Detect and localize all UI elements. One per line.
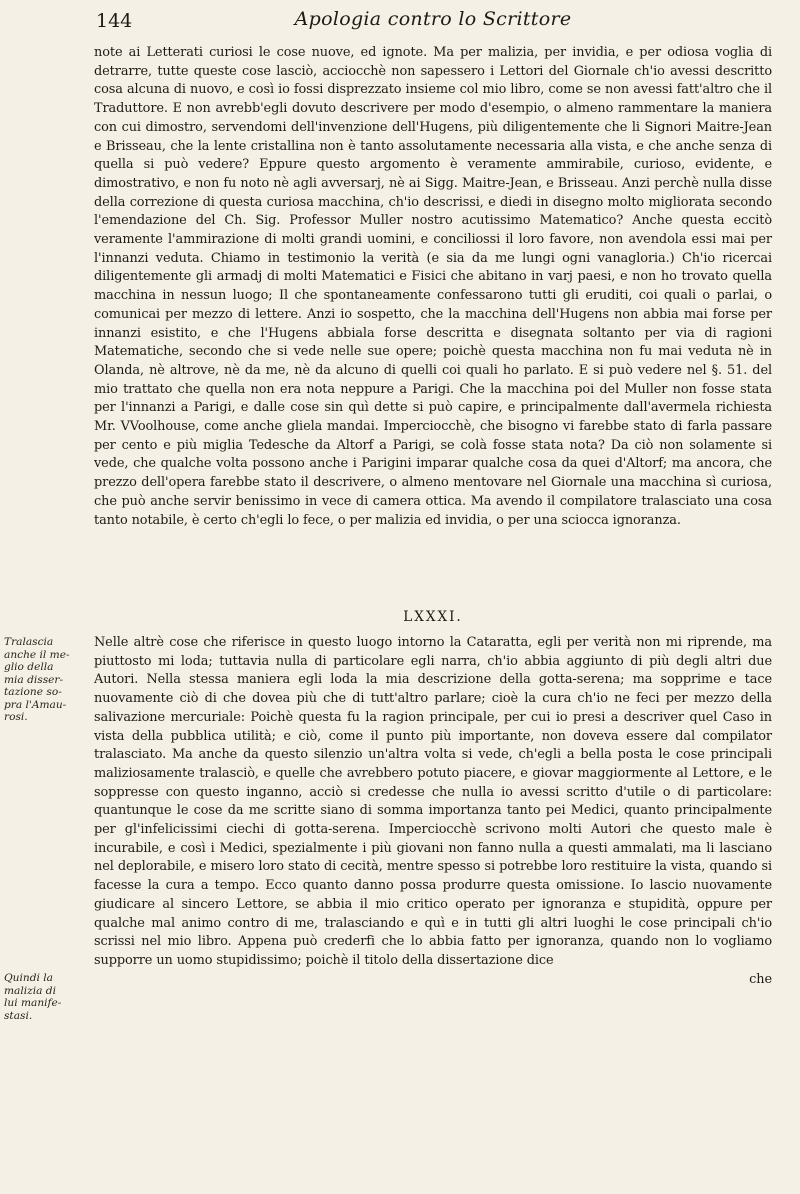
margin-note-2	[4, 972, 86, 1022]
margin-note-line: glio della	[4, 661, 54, 673]
margin-note-line: Quindi la	[4, 972, 53, 984]
margin-note-line: malizia di	[4, 984, 56, 997]
margin-note-line: anche il me-	[4, 648, 70, 661]
margin-note-line: stasi.	[4, 1009, 33, 1022]
margin-note-line: mia disser-	[4, 673, 64, 686]
paragraph-upper: note ai Letterati curiosi le cose nuove, ed ignote. Ma per malizia, per invidia, e per odiosa voglia di detrarre, tutte queste cose lasciò, acciocchè non sapessero i Lettori del Giornale ch'io avessi descritto cosa alcuna di nuovo, e così io fossi disprezzato insieme col mio libro, come se non avessi fatt'altro che il Traduttore. E non avrebb'egli dovuto descrivere per modo d'esempio, o almeno rammentare la maniera con cui dimostro, servendomi dell'invenzione dell'Hugens, più diligentemente che li Signori Maitre-Jean e Brisseau, che la lente cristallina non è tanto assolutamente necessaria alla vista, e che anche senza di quella si può vedere? Eppure questo argomento è veramente ammirabile, curioso, evidente, e dimostrativo, e non fu noto nè agli avversarj, nè ai Sigg. Maitre-Jean, e Brisseau. Anzi perchè nulla disse della correzione di questa curiosa macchina, ch'io descrissi, e diedi in disegno molto migliorata secondo l'emendazione del Ch. Sig. Professor Muller nostro acutissimo Matematico? Anche questa eccitò veramente l'ammirazione di molti grandi uomini, e conciliossi il loro favore, non avendola essi mai per l'innanzi veduta. Chiamo in testimonio la verità (e sia da me lungi ogni vanagloria.) Ch'io ricercai diligentemente gli armadj di molti Matematici e Fisici che abitano in varj paesi, e non ho trovato quella macchina in nessun luogo; Il che spontaneamente confessarono tutti gli eruditi, coi quali o parlai, o comunicai per mezzo di lettere. Anzi io sospetto, che la macchina dell'Hugens non abbia mai forse per innanzi esistito, e che l'Hugens abbiala forse descritta e disegnata soltanto per via di ragioni Matematiche, secondo che si vede nelle sue opere; poichè questa macchina non fu mai veduta nè in Olanda, nè altrove, nè da me, nè da alcuno di quelli coi quali ho parlato. E si può vedere nel §. 51. del mio trattato che quella non era nota neppure a Parigi. Che la macchina poi del Muller non fosse stata per l'innanzi a Parigi, e dalle cose sin quì dette si può capire, e principalmente dall'avermela richiesta Mr. VVoolhouse, come anche gliela mandai. Imperciocchè, che bisogno vi farebbe stato di farla passare per cento e più miglia Tedesche da Altorf a Parigi, se colà fosse stata nota? Da ciò non solamente si vede, che qualche volta possono anche i Parigini imparar qualche cosa da quei d'Altorf; ma ancora, che prezzo dell'opera farebbe stato il descrivere, o almeno mentovare nel Giornale una macchina sì curiosa, che può anche servir benissimo in vece di camera ottica. Ma avendo il compilatore tralasciato una cosa tanto notabile, è certo ch'egli lo fece, o per malizia ed invidia, o per una sciocca ignoranza.	[94, 45, 772, 528]
paragraph-lower	[94, 634, 772, 987]
page-number: 144	[96, 10, 133, 32]
margin-note-line: pra l'Amau-	[4, 698, 67, 711]
margin-note-line: tazione so-	[4, 686, 62, 698]
lower-text-block	[94, 634, 772, 989]
catchword: che	[749, 971, 772, 987]
margin-note-line: lui manife-	[4, 997, 62, 1009]
margin-note-1	[4, 636, 86, 724]
page-header	[96, 8, 770, 40]
upper-text-block	[94, 44, 772, 530]
margin-note-line: Tralascia	[4, 636, 54, 648]
paragraph-lower-text: Nelle altrè cose che riferisce in questo luogo intorno la Cataratta, egli per verità non mi riprende, ma piuttosto mi loda; tuttavia nulla di particolare egli narra, ch'io abbia aggiunto di più degli altri due Autori. Nella stessa maniera egli loda la mia descrizione della gotta-serena; ma sopprime e tace nuovamente ciò di che dovea più che di tutt'altro parlare; cioè la cura ch'io ne feci per mezzo della salivazione mercuriale: Poichè questa fu la ragion principale, per cui io presi a descriver quel Caso in vista della pubblica utilità; e ciò, come il punto più importante, non doveva essere dal compilator tralasciato. Ma anche da questo silenzio un'altra volta si vede, ch'egli a bella posta le cose principali maliziosamente tralasciò, e quelle che avrebbero potuto piacere, e giovar maggiormente al Lettore, e le soppresse con questo inganno, acciò si credesse che nulla io avessi scritto d'utile o di particolare: quantunque le cose da me scritte siano di somma importanza tanto pei Medici, quanto principalmente per gl'infelicissimi ciechi di gotta-serena. Imperciocchè scrivono molti Autori che questo male è incurabile, e così i Medici, spezialmente i più giovani non fanno nulla a questi ammalati, ma li lasciano nel deplorabile, e misero loro stato di cecità, mentre spesso si potrebbe loro restituire la vista, quando si facesse la cura a tempo. Ecco quanto danno possa produrre questa omissione. Io lascio nuovamente giudicare al sincero Lettore, se abbia il mio critico operato per ignoranza e stupidità, oppure per qualche mal animo contro di me, tralasciando e quì e in tutti gli altri luoghi le cose principali ch'io scrissi nel mio libro. Appena può crederfi che lo abbia fatto per ignoranza, quando non lo vogliamo supporre un uomo stupidissimo; poichè il titolo della dissertazione dice	[94, 635, 772, 968]
section-number: LXXXI.	[403, 609, 463, 625]
margin-note-line: rosi.	[4, 711, 28, 723]
running-title: Apologia contro lo Scrittore	[294, 8, 572, 30]
